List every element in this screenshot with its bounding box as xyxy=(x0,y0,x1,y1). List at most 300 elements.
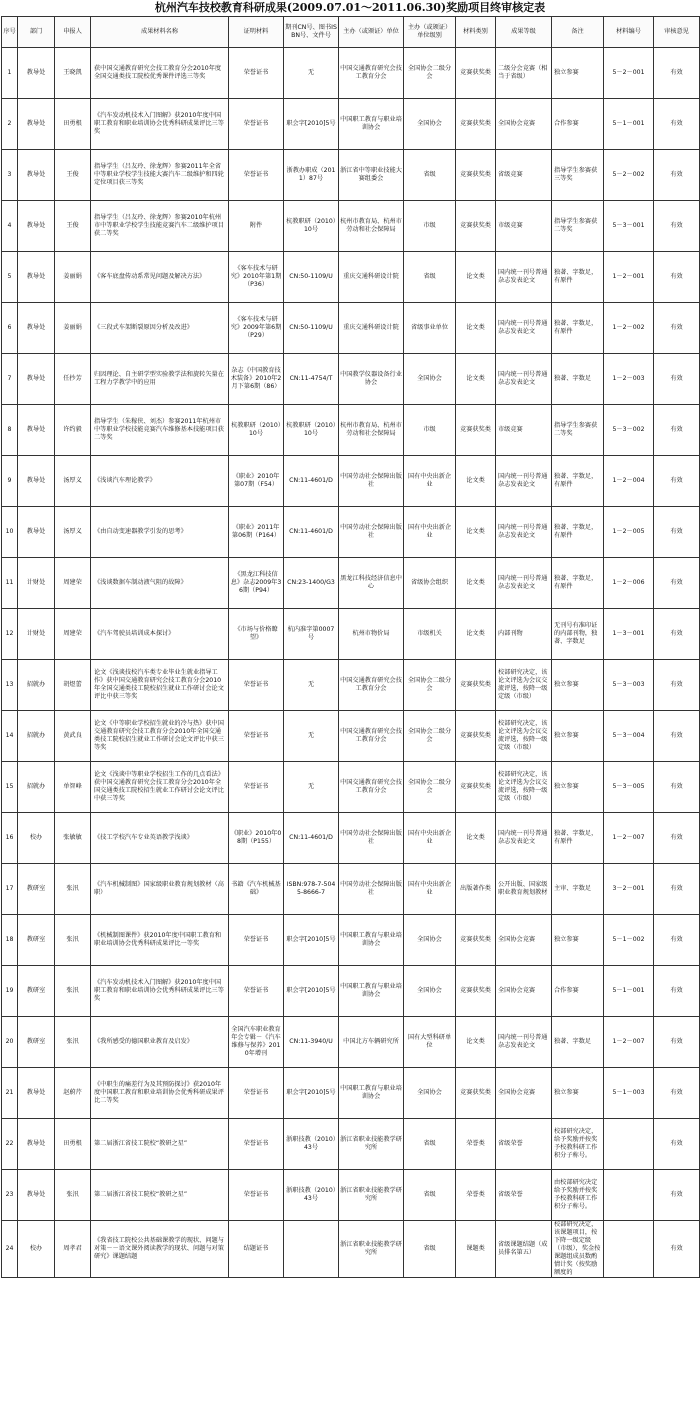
organizer-level-cell: 市级 xyxy=(404,201,456,252)
achievement-title-cell: 论文《浅谈中等职业学校招生工作的几点看法》获中国交通教育研究会技工教育分会2010年全国交通类技工院校招生就业工作研讨会论文评比中获三等奖 xyxy=(91,762,229,813)
row-number-cell: 12 xyxy=(2,609,18,660)
review-opinion-cell: 有效 xyxy=(654,48,700,99)
review-opinion-cell: 有效 xyxy=(654,813,700,864)
table-row xyxy=(2,762,700,813)
achievement-title-cell: 《浅谈汽车理论教学》 xyxy=(91,456,229,507)
material-category-cell: 论文类 xyxy=(456,1017,496,1068)
publication-number-cell: CN:11-4601/D xyxy=(284,507,339,558)
organizer-level-cell: 全国协会二级分会 xyxy=(404,48,456,99)
publication-number-cell: 职会字[2010]5号 xyxy=(284,1068,339,1119)
achievement-level-cell: 国内统一刊号普通杂志发表论文 xyxy=(496,558,552,609)
applicant-cell: 田勇根 xyxy=(55,99,91,150)
row-number-cell: 17 xyxy=(2,864,18,915)
material-category-cell: 论文类 xyxy=(456,303,496,354)
material-category-cell: 竞赛获奖类 xyxy=(456,966,496,1017)
material-id-cell: 5－3－002 xyxy=(604,405,654,456)
review-opinion-cell: 有效 xyxy=(654,762,700,813)
row-number-cell: 20 xyxy=(2,1017,18,1068)
row-number-cell: 8 xyxy=(2,405,18,456)
achievement-title-cell: 《中职生的痛差行为及其预防探讨》获2010年度中国职工教育和职业培训协会优秀科研成果评比二等奖 xyxy=(91,1068,229,1119)
review-opinion-cell: 有效 xyxy=(654,99,700,150)
material-id-cell: 5－1－001 xyxy=(604,966,654,1017)
table-row xyxy=(2,99,700,150)
col-header: 材料类别 xyxy=(456,17,496,48)
review-opinion-cell: 有效 xyxy=(654,1119,700,1170)
row-number-cell: 10 xyxy=(2,507,18,558)
row-number-cell: 1 xyxy=(2,48,18,99)
material-id-cell: 1－2－006 xyxy=(604,558,654,609)
organizer-cell: 中国劳动社会保障出版社 xyxy=(339,456,404,507)
review-opinion-cell: 有效 xyxy=(654,966,700,1017)
department-cell: 计财处 xyxy=(18,558,55,609)
publication-number-cell: CN:11-4601/D xyxy=(284,456,339,507)
review-opinion-cell: 有效 xyxy=(654,354,700,405)
achievement-title-cell: 《汽车发动机技术入门图解》获2010年度中国职工教育和职业培训协会优秀科研成果评比三等奖 xyxy=(91,99,229,150)
material-id-cell: 5－1－001 xyxy=(604,99,654,150)
organizer-level-cell: 省级协会组织 xyxy=(404,558,456,609)
proof-material-cell: 《职业》2010年08期（P155） xyxy=(229,813,284,864)
material-category-cell: 竞赛获奖类 xyxy=(456,150,496,201)
department-cell: 校办 xyxy=(18,1221,55,1278)
department-cell: 教导处 xyxy=(18,201,55,252)
table-row xyxy=(2,1170,700,1221)
review-opinion-cell: 有效 xyxy=(654,609,700,660)
remarks-cell: 指导学生参赛获三等奖 xyxy=(552,150,604,201)
achievement-level-cell: 国内统一刊号普通杂志发表论文 xyxy=(496,252,552,303)
remarks-cell: 独立参赛 xyxy=(552,660,604,711)
proof-material-cell: 荣誉证书 xyxy=(229,915,284,966)
row-number-cell: 3 xyxy=(2,150,18,201)
material-id-cell xyxy=(604,1170,654,1221)
review-opinion-cell: 有效 xyxy=(654,150,700,201)
proof-material-cell: 《客车技术与研究》2009年第6期（P29） xyxy=(229,303,284,354)
review-opinion-cell: 有效 xyxy=(654,558,700,609)
material-category-cell: 课题类 xyxy=(456,1221,496,1278)
department-cell: 招就办 xyxy=(18,762,55,813)
organizer-cell: 杭州市物价局 xyxy=(339,609,404,660)
table-row xyxy=(2,1068,700,1119)
material-id-cell: 1－2－004 xyxy=(604,456,654,507)
achievement-level-cell: 校部研究决定，该论文评选为会议交流评选，按降一级定级（市级） xyxy=(496,762,552,813)
remarks-cell: 独著、字数足，有原件 xyxy=(552,813,604,864)
table-row xyxy=(2,48,700,99)
publication-number-cell: 职会字[2010]5号 xyxy=(284,915,339,966)
organizer-cell: 中国劳动社会保障出版社 xyxy=(339,813,404,864)
organizer-level-cell: 市级 xyxy=(404,405,456,456)
material-category-cell: 竞赛获奖类 xyxy=(456,711,496,762)
table-row xyxy=(2,1119,700,1170)
achievement-title-cell: 论文《浅谈技校汽车类专业毕业生就业指导工作》获中国交通教育研究会技工教育分会2010年全国交通类技工院校招生就业工作研讨会论文评比中获三等奖 xyxy=(91,660,229,711)
organizer-level-cell: 国有中央出新企业 xyxy=(404,813,456,864)
applicant-cell: 黄武良 xyxy=(55,711,91,762)
publication-number-cell: 浙职技教（2010）43号 xyxy=(284,1170,339,1221)
col-header: 主办（或颁证）单位 xyxy=(339,17,404,48)
col-header: 备注 xyxy=(552,17,604,48)
publication-number-cell: CN:50-1109/U xyxy=(284,252,339,303)
proof-material-cell: 杂志《中国教育技术装备》2010年2月下第6期（86） xyxy=(229,354,284,405)
material-id-cell: 5－3－005 xyxy=(604,762,654,813)
achievement-title-cell: 指导学生（吕友玲、徐龙辉）参赛2011年全省中等职业学校学生技能大赛汽车二级维护和四轮定位项目获三等奖 xyxy=(91,150,229,201)
proof-material-cell: 《黑龙江科技信息》杂志2009年36期（P94） xyxy=(229,558,284,609)
achievement-level-cell: 国内统一刊号普通杂志发表论文 xyxy=(496,813,552,864)
department-cell: 招就办 xyxy=(18,711,55,762)
material-id-cell: 5－2－002 xyxy=(604,150,654,201)
material-id-cell: 5－1－002 xyxy=(604,915,654,966)
remarks-cell: 独立参赛 xyxy=(552,1068,604,1119)
material-id-cell: 1－2－002 xyxy=(604,303,654,354)
achievement-level-cell: 省级竞赛 xyxy=(496,150,552,201)
applicant-cell: 张汛 xyxy=(55,915,91,966)
table-row xyxy=(2,609,700,660)
applicant-cell: 张汛 xyxy=(55,864,91,915)
department-cell: 教导处 xyxy=(18,252,55,303)
achievement-title-cell: 获中国交通教育研究会技工教育分会2010年度全国交通类技工院校优秀课件评选三等奖 xyxy=(91,48,229,99)
achievement-level-cell: 国内统一刊号普通杂志发表论文 xyxy=(496,507,552,558)
organizer-level-cell: 省级 xyxy=(404,1119,456,1170)
remarks-cell: 独立参赛 xyxy=(552,711,604,762)
page-title: 杭州汽车技校教育科研成果(2009.07.01～2011.06.30)奖励项目终审核定表 xyxy=(154,1,546,14)
table-row xyxy=(2,558,700,609)
proof-material-cell: 荣誉证书 xyxy=(229,660,284,711)
organizer-cell: 杭州市教育局、杭州市劳动和社会保障局 xyxy=(339,201,404,252)
organizer-level-cell: 全国协会二级分会 xyxy=(404,660,456,711)
organizer-level-cell: 全国协会二级分会 xyxy=(404,711,456,762)
row-number-cell: 14 xyxy=(2,711,18,762)
review-opinion-cell: 有效 xyxy=(654,711,700,762)
organizer-cell: 中国交通教育研究会技工教育分会 xyxy=(339,48,404,99)
remarks-cell: 独著、字数足，有原件 xyxy=(552,252,604,303)
department-cell: 招就办 xyxy=(18,660,55,711)
organizer-cell: 浙江省职业技能教学研究所 xyxy=(339,1221,404,1278)
material-category-cell: 论文类 xyxy=(456,354,496,405)
row-number-cell: 2 xyxy=(2,99,18,150)
organizer-level-cell: 国有中央出新企业 xyxy=(404,456,456,507)
publication-number-cell: CN:23-1400/G3 xyxy=(284,558,339,609)
col-header: 证明材料 xyxy=(229,17,284,48)
organizer-cell: 中国教学仪器设备行业协会 xyxy=(339,354,404,405)
department-cell: 教导处 xyxy=(18,354,55,405)
material-id-cell: 1－2－003 xyxy=(604,354,654,405)
col-header: 申报人 xyxy=(55,17,91,48)
proof-material-cell: 《职业》2010年第07期（F54） xyxy=(229,456,284,507)
material-category-cell: 竞赛获奖类 xyxy=(456,99,496,150)
proof-material-cell: 全国汽车职业教育年会专辑－《汽车维修与保养》2010年增刊 xyxy=(229,1017,284,1068)
material-category-cell: 竞赛获奖类 xyxy=(456,1068,496,1119)
proof-material-cell: 杭教职研（2010）10号 xyxy=(229,405,284,456)
achievement-title-cell: 第二届浙江省技工院校“教研之星” xyxy=(91,1119,229,1170)
publication-number-cell: CN:11-3940/U xyxy=(284,1017,339,1068)
organizer-cell: 中国劳动社会保障出版社 xyxy=(339,864,404,915)
row-number-cell: 22 xyxy=(2,1119,18,1170)
publication-number-cell: 无 xyxy=(284,660,339,711)
remarks-cell: 校部研究决定，该课题项目，按下降一级定级（市级），奖金按课题组成员数酌情计奖（按奖励额度的 xyxy=(552,1221,604,1278)
applicant-cell: 张汛 xyxy=(55,1170,91,1221)
applicant-cell: 张汛 xyxy=(55,1017,91,1068)
proof-material-cell: 《市场与价格瞭望》 xyxy=(229,609,284,660)
table-row xyxy=(2,915,700,966)
achievement-title-cell: 《机械制图课件》获2010年度中国职工教育和职业培训协会优秀科研成果评比一等奖 xyxy=(91,915,229,966)
proof-material-cell: 荣誉证书 xyxy=(229,1068,284,1119)
achievement-level-cell: 全国协会竞赛 xyxy=(496,915,552,966)
achievement-title-cell: 《浅谈数据车制动液气阻的故障》 xyxy=(91,558,229,609)
material-category-cell: 论文类 xyxy=(456,507,496,558)
achievement-level-cell: 全国协会竞赛 xyxy=(496,99,552,150)
applicant-cell: 张汛 xyxy=(55,966,91,1017)
material-category-cell: 论文类 xyxy=(456,252,496,303)
row-number-cell: 4 xyxy=(2,201,18,252)
row-number-cell: 9 xyxy=(2,456,18,507)
applicant-cell: 汤厚义 xyxy=(55,456,91,507)
applicant-cell: 姜丽娟 xyxy=(55,252,91,303)
applicant-cell: 任抄芳 xyxy=(55,354,91,405)
achievement-title-cell: 《客车底盘传动系常见问题及解决方法》 xyxy=(91,252,229,303)
publication-number-cell: 无 xyxy=(284,711,339,762)
organizer-cell: 中国职工教育与职业培训协会 xyxy=(339,915,404,966)
department-cell: 教导处 xyxy=(18,1119,55,1170)
proof-material-cell: 荣誉证书 xyxy=(229,99,284,150)
proof-material-cell: 荣誉证书 xyxy=(229,150,284,201)
material-category-cell: 竞赛获奖类 xyxy=(456,762,496,813)
remarks-cell: 独著、字数足 xyxy=(552,354,604,405)
table-row xyxy=(2,405,700,456)
material-id-cell: 1－2－007 xyxy=(604,1017,654,1068)
row-number-cell: 15 xyxy=(2,762,18,813)
department-cell: 教研室 xyxy=(18,915,55,966)
table-row xyxy=(2,1017,700,1068)
col-header: 序号 xyxy=(2,17,18,48)
remarks-cell: 合作参赛 xyxy=(552,99,604,150)
achievement-title-cell: 论文《中等职业学校招生就业的冷与热》获中国交通教育研究会技工教育分会2010年全国交通类技工院校招生就业工作研讨会论文评比中获三等奖 xyxy=(91,711,229,762)
remarks-cell: 合作参赛 xyxy=(552,966,604,1017)
organizer-cell: 中国北方车辆研究所 xyxy=(339,1017,404,1068)
proof-material-cell: 荣誉证书 xyxy=(229,1170,284,1221)
achievement-level-cell: 国内统一刊号普通杂志发表论文 xyxy=(496,1017,552,1068)
col-header: 成果材料名称 xyxy=(91,17,229,48)
organizer-cell: 黑龙江科技经济信息中心 xyxy=(339,558,404,609)
department-cell: 教研室 xyxy=(18,1017,55,1068)
material-id-cell: 1－2－005 xyxy=(604,507,654,558)
material-id-cell: 1－2－001 xyxy=(604,252,654,303)
publication-number-cell: CN:11-4601/D xyxy=(284,813,339,864)
material-id-cell: 1－3－001 xyxy=(604,609,654,660)
remarks-cell: 独著、字数足，有原件 xyxy=(552,303,604,354)
achievement-title-cell: 第二届浙江省技工院校“教研之星” xyxy=(91,1170,229,1221)
row-number-cell: 18 xyxy=(2,915,18,966)
department-cell: 教导处 xyxy=(18,405,55,456)
achievement-title-cell: 《由自动变速器教学引发的思考》 xyxy=(91,507,229,558)
proof-material-cell: 荣誉证书 xyxy=(229,762,284,813)
proof-material-cell: 《客车技术与研究》2010年第1期（P36） xyxy=(229,252,284,303)
achievement-level-cell: 国内统一刊号普通杂志发表论文 xyxy=(496,354,552,405)
col-header: 材料编号 xyxy=(604,17,654,48)
review-opinion-cell: 有效 xyxy=(654,405,700,456)
material-category-cell: 论文类 xyxy=(456,456,496,507)
review-opinion-cell: 有效 xyxy=(654,915,700,966)
material-category-cell: 竞赛获奖类 xyxy=(456,405,496,456)
publication-number-cell: 杭教职研（2010）10号 xyxy=(284,405,339,456)
table-row xyxy=(2,507,700,558)
achievement-level-cell: 二级分会竞赛（相当于省级） xyxy=(496,48,552,99)
review-opinion-cell: 有效 xyxy=(654,1221,700,1278)
applicant-cell: 田勇根 xyxy=(55,1119,91,1170)
achievement-title-cell: 《技工学校汽车专业英语教学浅谈》 xyxy=(91,813,229,864)
applicant-cell: 周孝君 xyxy=(55,1221,91,1278)
table-row xyxy=(2,813,700,864)
achievement-level-cell: 国内统一刊号普通杂志发表论文 xyxy=(496,456,552,507)
applicant-cell: 周建荣 xyxy=(55,609,91,660)
table-row xyxy=(2,201,700,252)
organizer-cell: 中国职工教育与职业培训协会 xyxy=(339,1068,404,1119)
department-cell: 教研室 xyxy=(18,966,55,1017)
achievement-level-cell: 校部研究决定，该论文评选为会议交流评选，按降一级定级（市级） xyxy=(496,660,552,711)
proof-material-cell: 书籍《汽车机械基础》 xyxy=(229,864,284,915)
proof-material-cell: 荣誉证书 xyxy=(229,966,284,1017)
organizer-level-cell: 省级 xyxy=(404,252,456,303)
proof-material-cell: 《职业》2011年第06期（P164） xyxy=(229,507,284,558)
table-row xyxy=(2,456,700,507)
publication-number-cell: 杭教职研（2010）10号 xyxy=(284,201,339,252)
row-number-cell: 19 xyxy=(2,966,18,1017)
organizer-cell: 重庆交通科研设计院 xyxy=(339,252,404,303)
review-opinion-cell: 有效 xyxy=(654,252,700,303)
achievement-level-cell: 全国协会竞赛 xyxy=(496,1068,552,1119)
achievement-title-cell: 《汽车驾驶员培训成本探讨》 xyxy=(91,609,229,660)
col-header: 主办（或颁证）单位级别 xyxy=(404,17,456,48)
row-number-cell: 24 xyxy=(2,1221,18,1278)
applicant-cell: 汤厚义 xyxy=(55,507,91,558)
proof-material-cell: 荣誉证书 xyxy=(229,711,284,762)
material-category-cell: 出版著作类 xyxy=(456,864,496,915)
publication-number-cell xyxy=(284,1221,339,1278)
organizer-cell: 杭州市教育局、杭州市劳动和社会保障局 xyxy=(339,405,404,456)
material-id-cell: 5－1－003 xyxy=(604,1068,654,1119)
achievement-level-cell: 省级荣誉 xyxy=(496,1170,552,1221)
department-cell: 教研室 xyxy=(18,864,55,915)
col-header: 部门 xyxy=(18,17,55,48)
achievement-level-cell: 公开出版、国家级职业教育规划教材 xyxy=(496,864,552,915)
organizer-level-cell: 全国协会 xyxy=(404,1068,456,1119)
publication-number-cell: 浙教办职成（2011）87号 xyxy=(284,150,339,201)
review-opinion-cell: 有效 xyxy=(654,1170,700,1221)
remarks-cell: 独立参赛 xyxy=(552,915,604,966)
proof-material-cell: 荣誉证书 xyxy=(229,48,284,99)
department-cell: 校办 xyxy=(18,813,55,864)
col-header: 成果等级 xyxy=(496,17,552,48)
applicant-cell: 许约毅 xyxy=(55,405,91,456)
publication-number-cell: CN:11-4754/T xyxy=(284,354,339,405)
organizer-cell: 中国职工教育与职业培训协会 xyxy=(339,966,404,1017)
applicant-cell: 胡煜蕾 xyxy=(55,660,91,711)
material-category-cell: 竞赛获奖类 xyxy=(456,915,496,966)
material-category-cell: 论文类 xyxy=(456,609,496,660)
material-id-cell: 5－3－001 xyxy=(604,201,654,252)
organizer-level-cell: 国有中央出新企业 xyxy=(404,864,456,915)
remarks-cell: 独立参赛 xyxy=(552,762,604,813)
table-row xyxy=(2,252,700,303)
material-id-cell xyxy=(604,1221,654,1278)
achievement-title-cell: 《我省技工院校公共基础课教学的现状、问题与对策－－语文课外阅读教学的现状、问题与对策研究》课题结题 xyxy=(91,1221,229,1278)
remarks-cell: 独著、字数足，有原件 xyxy=(552,558,604,609)
achievement-level-cell: 国内统一刊号普通杂志发表论文 xyxy=(496,303,552,354)
proof-material-cell: 附件 xyxy=(229,201,284,252)
achievement-level-cell: 市级竞赛 xyxy=(496,201,552,252)
row-number-cell: 23 xyxy=(2,1170,18,1221)
organizer-cell: 浙江省中等职业技能大赛组委会 xyxy=(339,150,404,201)
organizer-level-cell: 市级机关 xyxy=(404,609,456,660)
remarks-cell: 独著、字数足，有原件 xyxy=(552,507,604,558)
results-table xyxy=(1,16,700,1278)
organizer-level-cell: 省级 xyxy=(404,1221,456,1278)
row-number-cell: 21 xyxy=(2,1068,18,1119)
achievement-title-cell: 《我所感受的德国职业教育及启发》 xyxy=(91,1017,229,1068)
remarks-cell: 指导学生参赛获二等奖 xyxy=(552,201,604,252)
achievement-title-cell: 《三段式车架断裂原因分析及改进》 xyxy=(91,303,229,354)
publication-number-cell: 职会字[2010]5号 xyxy=(284,99,339,150)
row-number-cell: 6 xyxy=(2,303,18,354)
achievement-level-cell: 校部研究决定，该论文评选为会议交流评选，按降一级定级（市级） xyxy=(496,711,552,762)
material-id-cell: 1－2－007 xyxy=(604,813,654,864)
table-row xyxy=(2,150,700,201)
row-number-cell: 13 xyxy=(2,660,18,711)
achievement-level-cell: 全国协会竞赛 xyxy=(496,966,552,1017)
organizer-cell: 浙江省职业技能教学研究所 xyxy=(339,1170,404,1221)
col-header: 期刊CN号、图书ISBN号、文件号 xyxy=(284,17,339,48)
applicant-cell: 王俊 xyxy=(55,201,91,252)
organizer-cell: 中国交通教育研究会技工教育分会 xyxy=(339,711,404,762)
material-id-cell xyxy=(604,1119,654,1170)
department-cell: 计财处 xyxy=(18,609,55,660)
material-id-cell: 5－2－001 xyxy=(604,48,654,99)
organizer-cell: 中国交通教育研究会技工教育分会 xyxy=(339,762,404,813)
row-number-cell: 11 xyxy=(2,558,18,609)
material-category-cell: 论文类 xyxy=(456,558,496,609)
review-opinion-cell: 有效 xyxy=(654,864,700,915)
material-id-cell: 5－3－003 xyxy=(604,660,654,711)
organizer-cell: 中国交通教育研究会技工教育分会 xyxy=(339,660,404,711)
review-opinion-cell: 有效 xyxy=(654,1068,700,1119)
achievement-level-cell: 内部刊物 xyxy=(496,609,552,660)
applicant-cell: 赵蔚芹 xyxy=(55,1068,91,1119)
material-id-cell: 5－3－004 xyxy=(604,711,654,762)
achievement-title-cell: 指导学生（朱稼侠、刘杰）参赛2011年杭州市中等职业学校技能竞赛汽车维修基本技能项目获二等奖 xyxy=(91,405,229,456)
remarks-cell: 独著、字数足，有原件 xyxy=(552,456,604,507)
organizer-level-cell: 全国协会 xyxy=(404,915,456,966)
header-row xyxy=(2,17,700,48)
publication-number-cell: ISBN:978-7-5045-8666-7 xyxy=(284,864,339,915)
review-opinion-cell: 有效 xyxy=(654,303,700,354)
publication-number-cell: CN:50-1109/U xyxy=(284,303,339,354)
achievement-level-cell: 省级荣誉 xyxy=(496,1119,552,1170)
remarks-cell: 主审、字数足 xyxy=(552,864,604,915)
material-category-cell: 荣誉类 xyxy=(456,1119,496,1170)
table-row xyxy=(2,966,700,1017)
material-category-cell: 竞赛获奖类 xyxy=(456,201,496,252)
organizer-cell: 中国职工教育与职业培训协会 xyxy=(339,99,404,150)
department-cell: 教导处 xyxy=(18,1170,55,1221)
table-row xyxy=(2,1221,700,1278)
publication-number-cell: 无 xyxy=(284,762,339,813)
remarks-cell: 无刊号有准印证的内部刊物，独著、字数足 xyxy=(552,609,604,660)
row-number-cell: 5 xyxy=(2,252,18,303)
achievement-title-cell: 《汽车发动机技术入门图解》获2010年度中国职工教育和职业培训协会优秀科研成果评比三等奖 xyxy=(91,966,229,1017)
publication-number-cell: 职会字[2010]5号 xyxy=(284,966,339,1017)
applicant-cell: 张敏敏 xyxy=(55,813,91,864)
review-opinion-cell: 有效 xyxy=(654,1017,700,1068)
applicant-cell: 王晓凯 xyxy=(55,48,91,99)
organizer-cell: 重庆交通科研设计院 xyxy=(339,303,404,354)
table-row xyxy=(2,354,700,405)
applicant-cell: 周建荣 xyxy=(55,558,91,609)
